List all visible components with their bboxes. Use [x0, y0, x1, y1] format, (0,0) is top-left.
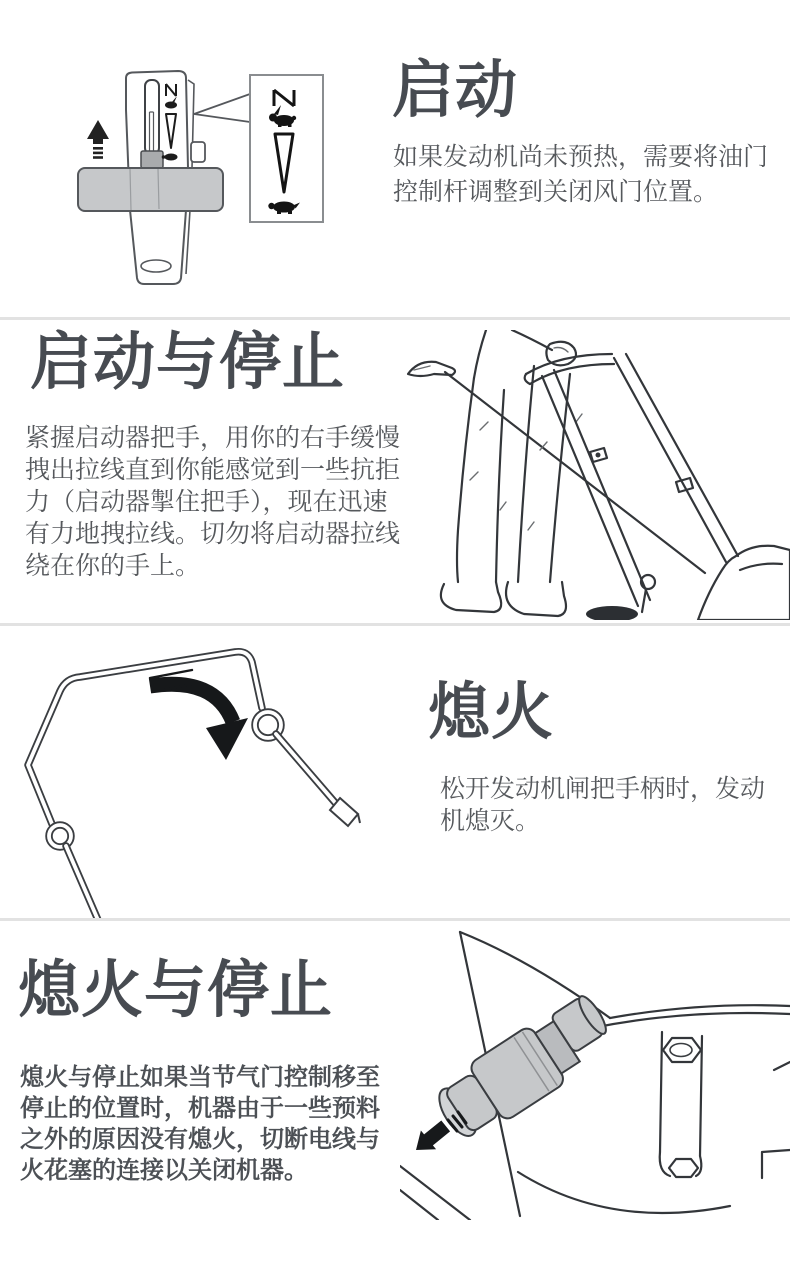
body-line: 如果发动机尚未预热，需要将油门 — [393, 142, 769, 171]
spark-plug-boot — [428, 989, 621, 1147]
body-line: 紧握启动器把手，用你的右手缓慢 — [25, 423, 401, 452]
section-body-engine-off — [440, 773, 765, 837]
right-shoe — [506, 582, 566, 616]
section-divider — [0, 317, 790, 320]
section-title-start-stop: 启动与停止 — [30, 325, 346, 398]
body-line: 有力地拽拉线。切勿将启动器拉线 — [25, 519, 401, 548]
throttle-knob — [141, 151, 163, 168]
section-title-start: 启动 — [392, 53, 519, 126]
bolt-hex-bottom — [669, 1159, 698, 1177]
body-line: 火花塞的连接以关闭机器。 — [20, 1156, 308, 1184]
body-line: 之外的原因没有熄火，切断电线与 — [20, 1125, 380, 1153]
body-line: 停止的位置时，机器由于一些预料 — [20, 1094, 380, 1122]
mower-handlebar — [525, 354, 738, 606]
throttle-slot — [145, 80, 159, 154]
section-body-off-stop — [20, 1062, 380, 1186]
body-line: 控制杆调整到关闭风门位置。 — [393, 177, 719, 206]
spark-plug-cap-illustration — [400, 920, 790, 1220]
body-line: 熄火与停止如果当节气门控制移至 — [20, 1063, 380, 1091]
section-title-off-stop: 熄火与停止 — [18, 953, 334, 1026]
body-line: 拽出拉线直到你能感觉到一些抗拒 — [25, 455, 401, 484]
housing-tab — [191, 142, 205, 162]
pulling-hand — [408, 362, 455, 376]
housing-oval-cutout — [141, 260, 171, 272]
throttle-control-illustration — [60, 50, 380, 300]
engine-outline — [400, 932, 790, 1220]
starter-rope — [445, 372, 705, 573]
handlebar — [78, 168, 223, 211]
left-shoe — [441, 582, 501, 612]
section-title-engine-off: 熄火 — [428, 675, 555, 748]
up-arrow-icon — [87, 120, 109, 159]
section-divider — [0, 623, 790, 626]
bolt-hex-top — [663, 1038, 701, 1062]
body-line: 机熄灭。 — [440, 806, 541, 835]
brake-bail-illustration — [0, 630, 400, 920]
pull-starter-illustration — [400, 330, 790, 620]
mower-shadow — [586, 606, 638, 620]
body-line: 绕在你的手上。 — [25, 551, 201, 580]
body-line: 松开发动机闸把手柄时，发动 — [440, 774, 766, 803]
callout-wedge — [194, 94, 250, 122]
body-line: 力（启动器掣住把手），现在迅速 — [25, 487, 388, 516]
release-arrow-icon — [150, 670, 248, 760]
operator-figure — [441, 330, 582, 616]
section-body-start — [393, 139, 768, 209]
section-body-start-stop — [25, 422, 400, 582]
